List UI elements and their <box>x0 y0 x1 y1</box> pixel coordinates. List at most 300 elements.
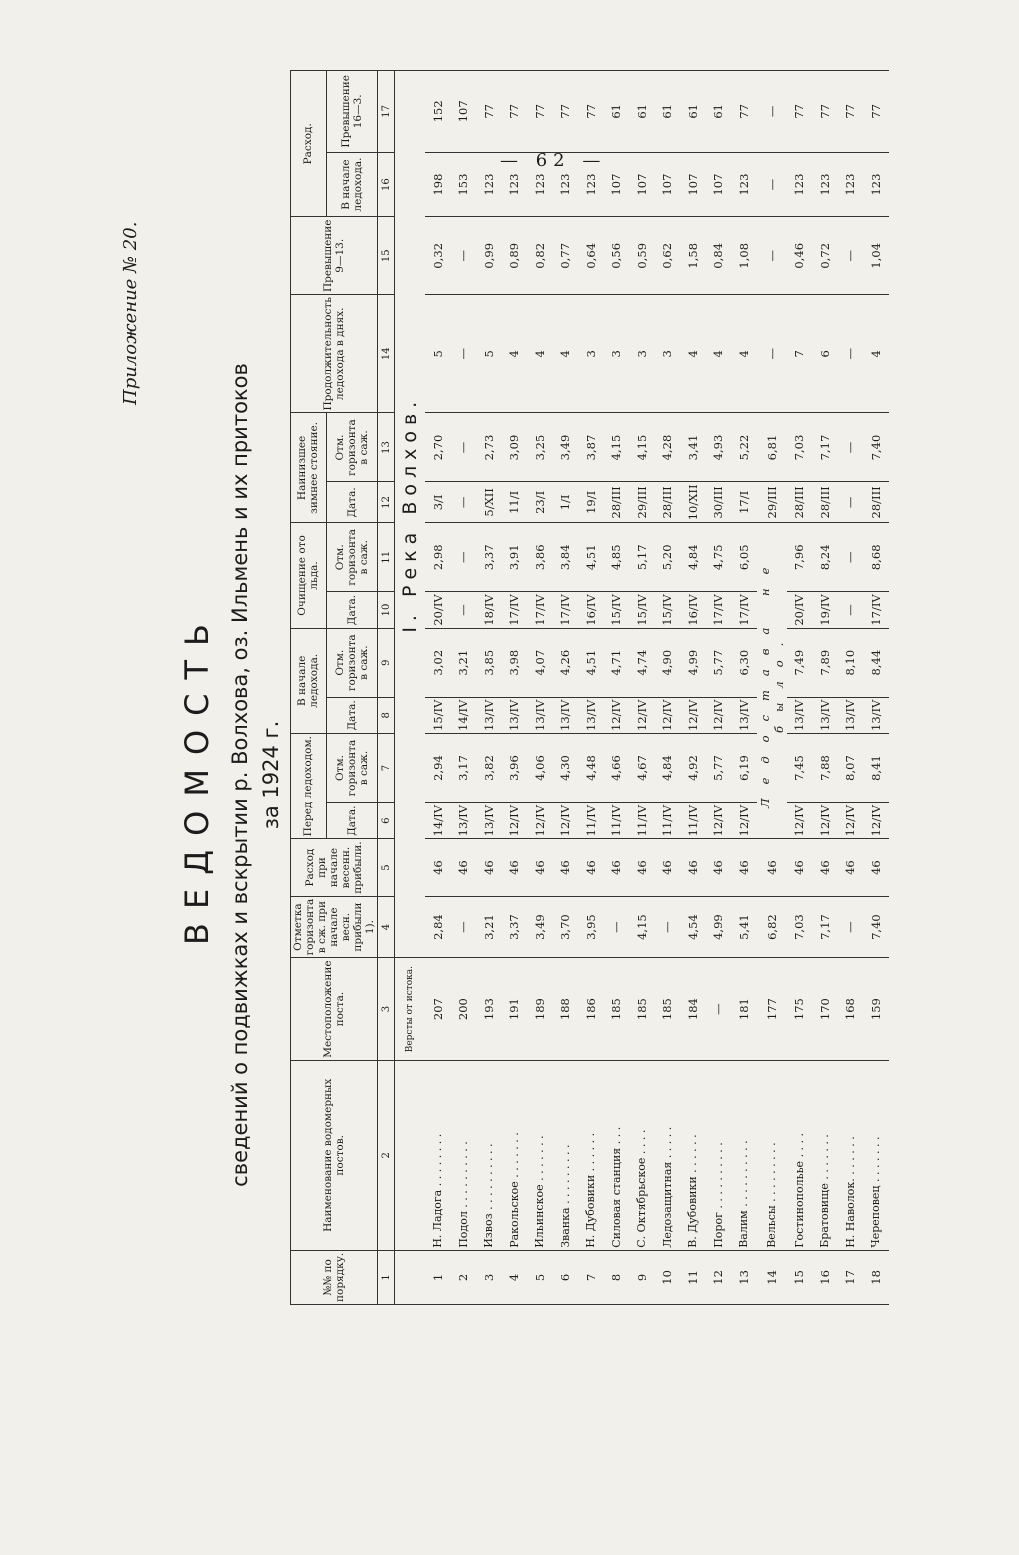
cell-c11: 5,20 <box>655 523 681 592</box>
cell-c14: 4 <box>553 295 579 413</box>
table-row <box>451 71 477 1305</box>
cell-n: 9 <box>629 1250 655 1304</box>
cell-c4: 3,70 <box>553 896 579 958</box>
cell-c11: 8,24 <box>812 523 838 592</box>
column-number: 6 <box>378 803 395 839</box>
cell-c8: 13/IV <box>812 697 838 733</box>
table-row <box>863 71 889 1305</box>
cell-c14: 3 <box>629 295 655 413</box>
cell-c4: 4,54 <box>680 896 706 958</box>
cell-c11: 4,75 <box>706 523 732 592</box>
cell-c16: 107 <box>604 152 630 217</box>
cell-d: 177 <box>757 958 787 1060</box>
cell-c6: 11/IV <box>578 803 604 839</box>
cell-c10: 15/IV <box>655 592 681 628</box>
cell-c5: 46 <box>425 839 451 896</box>
cell-c12: 28/III <box>812 482 838 523</box>
cell-name: Ледозащитная . . . . . <box>655 1060 681 1250</box>
cell-d: 185 <box>604 958 630 1060</box>
cell-c7: 5,77 <box>706 734 732 803</box>
table-row <box>476 71 502 1305</box>
header-clear: Очищение ото льда. <box>291 523 327 628</box>
table-row <box>425 71 451 1305</box>
cell-c16: 123 <box>863 152 889 217</box>
cell-c15: 0,64 <box>578 217 604 295</box>
cell-c9: 4,99 <box>680 628 706 697</box>
cell-c14: 5 <box>476 295 502 413</box>
cell-n: 10 <box>655 1250 681 1304</box>
cell-d: 200 <box>451 958 477 1060</box>
cell-c13: — <box>838 413 864 482</box>
cell-c6: 12/IV <box>502 803 528 839</box>
cell-c17: 61 <box>629 71 655 153</box>
cell-c17: 77 <box>502 71 528 153</box>
cell-n: 14 <box>757 1250 787 1304</box>
cell-c17: 61 <box>706 71 732 153</box>
page-title: ВЕДОМОСТЬ <box>178 610 216 945</box>
cell-c7: 4,66 <box>604 734 630 803</box>
cell-c4: 3,21 <box>476 896 502 958</box>
cell-n: 15 <box>787 1250 813 1304</box>
header-date: Дата. <box>326 592 377 628</box>
cell-c6: 14/IV <box>425 803 451 839</box>
cell-c5: 46 <box>451 839 477 896</box>
cell-n: 18 <box>863 1250 889 1304</box>
cell-c14: 4 <box>731 295 757 413</box>
cell-c7: 4,92 <box>680 734 706 803</box>
cell-c9: 4,07 <box>527 628 553 697</box>
cell-c6: 13/IV <box>476 803 502 839</box>
cell-c13: 5,22 <box>731 413 757 482</box>
cell-c12: 23/I <box>527 482 553 523</box>
cell-c14: 4 <box>527 295 553 413</box>
cell-c9: 7,49 <box>787 628 813 697</box>
cell-c17: 77 <box>476 71 502 153</box>
cell-c8: 13/IV <box>578 697 604 733</box>
cell-name: Н. Дубовики . . . . . . <box>578 1060 604 1250</box>
cell-c12: 19/I <box>578 482 604 523</box>
cell-c10: 17/IV <box>731 592 757 628</box>
cell-name: Н. Ладога . . . . . . . . <box>425 1060 451 1250</box>
cell-c13: 4,93 <box>706 413 732 482</box>
cell-c8: 12/IV <box>629 697 655 733</box>
cell-c12: — <box>451 482 477 523</box>
cell-d: 188 <box>553 958 579 1060</box>
cell-c7: 4,48 <box>578 734 604 803</box>
cell-c12: 3/I <box>425 482 451 523</box>
cell-n: 3 <box>476 1250 502 1304</box>
cell-name: Череповец . . . . . . . <box>863 1060 889 1250</box>
cell-c9: 3,85 <box>476 628 502 697</box>
cell-c4: 3,49 <box>527 896 553 958</box>
header-level: Отм. горизонта в саж. <box>326 628 377 697</box>
cell-c14: 4 <box>863 295 889 413</box>
cell-c6: 12/IV <box>731 803 757 839</box>
cell-c8: 13/IV <box>838 697 864 733</box>
cell-c10: 16/IV <box>680 592 706 628</box>
cell-d: 170 <box>812 958 838 1060</box>
cell-d: 181 <box>731 958 757 1060</box>
cell-c13: 7,03 <box>787 413 813 482</box>
cell-c14: 4 <box>502 295 528 413</box>
cell-c5: 46 <box>731 839 757 896</box>
header-distance: Местоположение поста. <box>291 958 378 1060</box>
column-numbers-row <box>378 71 395 1305</box>
cell-name: Порог . . . . . . . . . . <box>706 1060 732 1250</box>
cell-c6: 11/IV <box>655 803 681 839</box>
column-number: 15 <box>378 217 395 295</box>
cell-name: В. Дубовики . . . . . . <box>680 1060 706 1250</box>
cell-c17: 152 <box>425 71 451 153</box>
cell-c15: 0,77 <box>553 217 579 295</box>
cell-n: 13 <box>731 1250 757 1304</box>
cell-c15: — <box>757 217 787 295</box>
cell-c13: 4,28 <box>655 413 681 482</box>
column-number: 7 <box>378 734 395 803</box>
table-row <box>706 71 732 1305</box>
cell-n: 5 <box>527 1250 553 1304</box>
table-row <box>655 71 681 1305</box>
cell-c14: — <box>838 295 864 413</box>
cell-c8: 13/IV <box>787 697 813 733</box>
subtitle-line-2: за 1924 г. <box>259 720 283 830</box>
cell-c4: — <box>604 896 630 958</box>
cell-c16: 107 <box>629 152 655 217</box>
cell-c6: 11/IV <box>604 803 630 839</box>
cell-name: Ильинское . . . . . . . <box>527 1060 553 1250</box>
cell-d: 185 <box>629 958 655 1060</box>
cell-c5: 46 <box>578 839 604 896</box>
column-number: 3 <box>378 958 395 1060</box>
cell-c6: 12/IV <box>787 803 813 839</box>
cell-c16: — <box>757 152 787 217</box>
cell-c10: 19/IV <box>812 592 838 628</box>
cell-c15: 1,04 <box>863 217 889 295</box>
column-number: 2 <box>378 1060 395 1250</box>
cell-c9: 4,26 <box>553 628 579 697</box>
cell-d: 184 <box>680 958 706 1060</box>
cell-name: Званка . . . . . . . . . <box>553 1060 579 1250</box>
cell-c5: 46 <box>527 839 553 896</box>
cell-c11: 5,17 <box>629 523 655 592</box>
cell-c10: 17/IV <box>502 592 528 628</box>
appendix-label: Приложение № 20. <box>120 221 141 405</box>
cell-name: Ракольское . . . . . . . <box>502 1060 528 1250</box>
header-c15: Превышение 9—13. <box>291 217 378 295</box>
no-freeze-note: Ледостава не было. <box>757 523 787 839</box>
cell-c13: — <box>451 413 477 482</box>
cell-c15: 0,56 <box>604 217 630 295</box>
cell-c14: 4 <box>680 295 706 413</box>
cell-c10: 18/IV <box>476 592 502 628</box>
cell-c9: 4,90 <box>655 628 681 697</box>
cell-c13: 2,73 <box>476 413 502 482</box>
cell-c8: 13/IV <box>553 697 579 733</box>
cell-name: Братовище . . . . . . . <box>812 1060 838 1250</box>
cell-c5: 46 <box>812 839 838 896</box>
cell-d: 189 <box>527 958 553 1060</box>
cell-c8: 12/IV <box>604 697 630 733</box>
cell-c9: 8,10 <box>838 628 864 697</box>
cell-c8: 12/IV <box>655 697 681 733</box>
section-title: I. Река Волхов. <box>395 71 426 958</box>
cell-c12: 30/III <box>706 482 732 523</box>
cell-c17: 77 <box>578 71 604 153</box>
cell-c10: 16/IV <box>578 592 604 628</box>
header-start: В начале ледохода. <box>291 628 327 733</box>
cell-c9: 4,74 <box>629 628 655 697</box>
cell-c11: 4,51 <box>578 523 604 592</box>
cell-c15: 0,89 <box>502 217 528 295</box>
cell-c7: 8,41 <box>863 734 889 803</box>
cell-c17: 77 <box>812 71 838 153</box>
cell-c12: 28/III <box>787 482 813 523</box>
cell-c12: 29/III <box>629 482 655 523</box>
cell-c16: 123 <box>787 152 813 217</box>
cell-c9: 3,98 <box>502 628 528 697</box>
cell-c4: 7,17 <box>812 896 838 958</box>
cell-c7: 2,94 <box>425 734 451 803</box>
cell-c7: 4,67 <box>629 734 655 803</box>
table-row <box>502 71 528 1305</box>
cell-c14: 5 <box>425 295 451 413</box>
cell-c15: 0,99 <box>476 217 502 295</box>
header-num: №№ по порядку. <box>291 1250 378 1304</box>
page-subtitle <box>225 235 287 1315</box>
cell-c16: 123 <box>527 152 553 217</box>
cell-c11: 2,98 <box>425 523 451 592</box>
header-c5: Расход при начале весенн. прибыли. <box>291 839 378 896</box>
column-number: 1 <box>378 1250 395 1304</box>
cell-c16: 123 <box>731 152 757 217</box>
cell-c7: 4,30 <box>553 734 579 803</box>
header-before: Перед ледоходом. <box>291 734 327 839</box>
cell-c8: 14/IV <box>451 697 477 733</box>
cell-c4: — <box>451 896 477 958</box>
cell-c4: 7,03 <box>787 896 813 958</box>
cell-c5: 46 <box>787 839 813 896</box>
cell-c6: 13/IV <box>451 803 477 839</box>
header-level: Отм. горизонта в саж. <box>326 734 377 803</box>
column-number: 4 <box>378 896 395 958</box>
cell-c12: 29/III <box>757 482 787 523</box>
cell-c15: 0,62 <box>655 217 681 295</box>
cell-c9: 3,02 <box>425 628 451 697</box>
table-row <box>680 71 706 1305</box>
cell-c16: 198 <box>425 152 451 217</box>
section-spacer <box>395 1060 426 1250</box>
cell-c5: 46 <box>553 839 579 896</box>
cell-c13: 2,70 <box>425 413 451 482</box>
header-c14: Продолжительность ледохода в днях. <box>291 295 378 413</box>
cell-c11: 3,91 <box>502 523 528 592</box>
cell-c14: — <box>757 295 787 413</box>
cell-c12: 1/I <box>553 482 579 523</box>
cell-n: 7 <box>578 1250 604 1304</box>
cell-c4: 3,37 <box>502 896 528 958</box>
cell-d: 186 <box>578 958 604 1060</box>
column-number: 11 <box>378 523 395 592</box>
cell-c16: 123 <box>476 152 502 217</box>
cell-c13: 3,41 <box>680 413 706 482</box>
cell-c4: 5,41 <box>731 896 757 958</box>
cell-c17: 77 <box>863 71 889 153</box>
cell-name: Вельсы . . . . . . . . . <box>757 1060 787 1250</box>
column-number: 9 <box>378 628 395 697</box>
cell-c17: 61 <box>604 71 630 153</box>
cell-c9: 7,89 <box>812 628 838 697</box>
cell-name: С. Октябрьское . . . . <box>629 1060 655 1250</box>
cell-c6: 12/IV <box>527 803 553 839</box>
cell-c12: 10/XII <box>680 482 706 523</box>
cell-c16: 153 <box>451 152 477 217</box>
column-number: 13 <box>378 413 395 482</box>
cell-d: 159 <box>863 958 889 1060</box>
cell-c11: — <box>838 523 864 592</box>
cell-d: 168 <box>838 958 864 1060</box>
table-row <box>757 71 787 1305</box>
column-number: 14 <box>378 295 395 413</box>
cell-c16: 123 <box>812 152 838 217</box>
cell-c11: 4,85 <box>604 523 630 592</box>
cell-n: 12 <box>706 1250 732 1304</box>
cell-c8: 13/IV <box>476 697 502 733</box>
cell-c13: 3,25 <box>527 413 553 482</box>
table-row <box>527 71 553 1305</box>
header-level: Отм. горизонта в саж. <box>326 413 377 482</box>
cell-c14: 7 <box>787 295 813 413</box>
section-spacer <box>395 1250 426 1304</box>
cell-c15: 0,59 <box>629 217 655 295</box>
cell-c4: 7,40 <box>863 896 889 958</box>
cell-c13: 7,17 <box>812 413 838 482</box>
cell-c7: 4,06 <box>527 734 553 803</box>
cell-c5: 46 <box>863 839 889 896</box>
header-name: Наименование водомерных постов. <box>291 1060 378 1250</box>
cell-c13: 3,09 <box>502 413 528 482</box>
cell-c5: 46 <box>604 839 630 896</box>
cell-c7: 3,96 <box>502 734 528 803</box>
cell-c15: 0,82 <box>527 217 553 295</box>
cell-c7: 3,17 <box>451 734 477 803</box>
cell-c5: 46 <box>629 839 655 896</box>
cell-name: Извоз . . . . . . . . . . <box>476 1060 502 1250</box>
cell-c14: 3 <box>578 295 604 413</box>
cell-c14: 3 <box>655 295 681 413</box>
cell-c4: 3,95 <box>578 896 604 958</box>
table-row <box>629 71 655 1305</box>
cell-d: 175 <box>787 958 813 1060</box>
cell-d: 191 <box>502 958 528 1060</box>
cell-c8: 12/IV <box>706 697 732 733</box>
column-number: 10 <box>378 592 395 628</box>
cell-c5: 46 <box>502 839 528 896</box>
cell-c16: 123 <box>553 152 579 217</box>
cell-c11: 4,84 <box>680 523 706 592</box>
subtitle-line-1: сведений о подвижках и вскрытии р. Волхова, оз. Ильмень и их притоков <box>228 363 252 1187</box>
cell-name: Силовая станция . . . <box>604 1060 630 1250</box>
cell-c11: 6,05 <box>731 523 757 592</box>
cell-c17: 77 <box>527 71 553 153</box>
cell-c6: 12/IV <box>838 803 864 839</box>
cell-c4: — <box>655 896 681 958</box>
cell-c13: 6,81 <box>757 413 787 482</box>
header-c4: Отметка горизонта в сж. при начале весн. прибыли 1). <box>291 896 378 958</box>
cell-c16: 107 <box>655 152 681 217</box>
header-c16: В начале ледохода. <box>326 152 377 217</box>
header-date: Дата. <box>326 482 377 523</box>
cell-c11: 8,68 <box>863 523 889 592</box>
cell-c9: 3,21 <box>451 628 477 697</box>
cell-c5: 46 <box>680 839 706 896</box>
cell-c15: 0,32 <box>425 217 451 295</box>
cell-c17: 77 <box>787 71 813 153</box>
table-row <box>604 71 630 1305</box>
cell-c15: — <box>451 217 477 295</box>
cell-c8: 13/IV <box>502 697 528 733</box>
cell-n: 4 <box>502 1250 528 1304</box>
cell-c14: 3 <box>604 295 630 413</box>
table-row <box>731 71 757 1305</box>
cell-c11: — <box>451 523 477 592</box>
cell-c5: 46 <box>655 839 681 896</box>
cell-c13: 4,15 <box>629 413 655 482</box>
table-row <box>578 71 604 1305</box>
cell-c15: 0,46 <box>787 217 813 295</box>
cell-n: 2 <box>451 1250 477 1304</box>
cell-name: Н. Наволок. . . . . . . <box>838 1060 864 1250</box>
cell-c9: 4,51 <box>578 628 604 697</box>
cell-c6: 12/IV <box>863 803 889 839</box>
cell-c17: 77 <box>838 71 864 153</box>
cell-name: Валим . . . . . . . . . . <box>731 1060 757 1250</box>
cell-c10: 20/IV <box>425 592 451 628</box>
header-date: Дата. <box>326 697 377 733</box>
cell-c12: 28/III <box>863 482 889 523</box>
cell-c4: — <box>838 896 864 958</box>
cell-c16: 107 <box>680 152 706 217</box>
cell-c10: 17/IV <box>553 592 579 628</box>
cell-c11: 3,84 <box>553 523 579 592</box>
cell-name: Подол . . . . . . . . . . <box>451 1060 477 1250</box>
column-number: 16 <box>378 152 395 217</box>
column-number: 17 <box>378 71 395 153</box>
cell-c5: 46 <box>706 839 732 896</box>
cell-c12: 28/III <box>604 482 630 523</box>
cell-c13: 3,49 <box>553 413 579 482</box>
cell-c15: 0,84 <box>706 217 732 295</box>
cell-c7: 6,19 <box>731 734 757 803</box>
cell-c17: 107 <box>451 71 477 153</box>
cell-n: 8 <box>604 1250 630 1304</box>
cell-c12: 28/III <box>655 482 681 523</box>
cell-c17: 77 <box>553 71 579 153</box>
cell-c4: 6,82 <box>757 896 787 958</box>
cell-c10: — <box>838 592 864 628</box>
cell-c7: 8,07 <box>838 734 864 803</box>
cell-c5: 46 <box>476 839 502 896</box>
cell-c8: 12/IV <box>680 697 706 733</box>
cell-c15: 1,58 <box>680 217 706 295</box>
cell-c7: 4,84 <box>655 734 681 803</box>
cell-c8: 13/IV <box>527 697 553 733</box>
cell-c4: 2,84 <box>425 896 451 958</box>
cell-c4: 4,15 <box>629 896 655 958</box>
cell-c6: 11/IV <box>629 803 655 839</box>
column-number: 5 <box>378 839 395 896</box>
header-date: Дата. <box>326 803 377 839</box>
cell-d: — <box>706 958 732 1060</box>
